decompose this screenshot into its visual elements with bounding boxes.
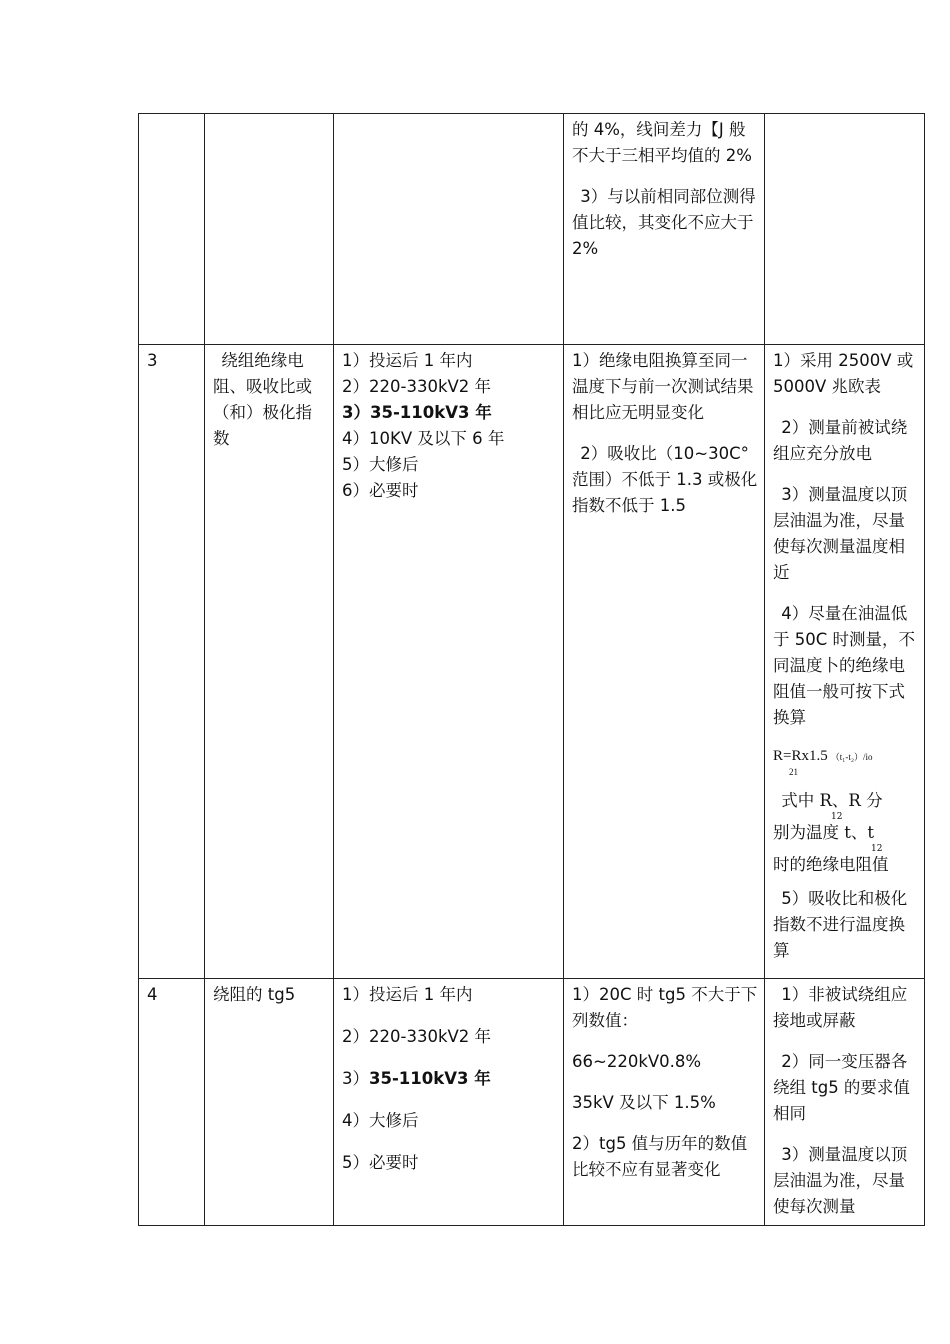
note-text: 3）测量温度以顶层油温为准，尽量使每次测量: [773, 1145, 908, 1216]
list-item: 4）大修后: [342, 1111, 419, 1130]
item-cell: 绕阻的 tg5: [205, 979, 334, 1226]
bold-text: 35-110kV3 年: [369, 1069, 491, 1088]
requirement-text: 35kV 及以下 1.5%: [572, 1093, 716, 1112]
requirement-text: 2）吸收比（10~30C°范围）不低于 1.3 或极化指数不低于 1.5: [572, 444, 758, 515]
item-text: 绕组绝缘电阻、吸收比或（和）极化指数: [213, 351, 312, 448]
requirement-cell: [564, 979, 765, 1226]
notes-cell: [765, 979, 925, 1226]
formula: [773, 746, 918, 778]
list-item: 5）大修后: [342, 455, 419, 474]
formula-subscript: 21: [789, 767, 798, 777]
list-item: 2）220-330kV2 年: [342, 1027, 492, 1046]
notes-cell: [765, 114, 925, 345]
note-text: 3）测量温度以顶层油温为准，尽量使每次测量温度相近: [773, 485, 908, 582]
list-item: 4）10KV 及以下 6 年: [342, 429, 505, 448]
no-cell: [139, 114, 205, 345]
list-item: 5）必要时: [342, 1153, 419, 1172]
note-text: 4）尽量在油温低于 50C 时测量，不同温度卜的绝缘电阻值一般可按下式换算: [773, 604, 916, 727]
list-item: 1）投运后 1 年内: [342, 351, 473, 370]
list-item: 6）必要时: [342, 481, 419, 500]
requirement-text: 1）绝缘电阻换算至同一温度下与前一次测试结果相比应无明显变化: [572, 351, 754, 422]
period-cell: [334, 345, 564, 979]
note-text: 式中 R、R 分: [781, 791, 883, 810]
list-item: 3）35-110kV3 年: [342, 1069, 491, 1088]
requirement-text: 的 4%，线间差力【J 般不大于三相平均值的 2%: [572, 120, 752, 165]
table-row-continued: [139, 114, 925, 345]
item-cell: [205, 114, 334, 345]
table-row-3: [139, 345, 925, 979]
no-cell: 4: [139, 979, 205, 1226]
note-text: 时的绝缘电阻值: [773, 855, 889, 874]
subscript-text: 12: [871, 844, 883, 854]
period-list: [342, 982, 557, 1176]
formula-explanation: [773, 790, 918, 876]
requirement-text: 66~220kV0.8%: [572, 1052, 702, 1071]
period-list: [342, 348, 557, 504]
note-text: 1）非被试绕组应接地或屏蔽: [773, 985, 908, 1030]
note-text: 5）吸收比和极化指数不进行温度换算: [773, 889, 908, 960]
requirement-text: 2）tg5 值与历年的数值比较不应有显著变化: [572, 1134, 748, 1179]
period-cell: [334, 114, 564, 345]
note-text: 2）同一变压器各绕组 tg5 的要求值相同: [773, 1052, 910, 1123]
requirement-cell: [564, 345, 765, 979]
notes-cell: [765, 345, 925, 979]
formula-main: R=Rx1.5: [773, 748, 828, 764]
requirement-text: 3）与以前相同部位测得值比较，其变化不应大于 2%: [572, 187, 756, 258]
requirement-text: 1）20C 时 tg5 不大于下列数值：: [572, 985, 758, 1030]
test-items-table: [138, 113, 925, 1226]
list-item: 2）220-330kV2 年: [342, 377, 492, 396]
period-cell: [334, 979, 564, 1226]
table-row-4: [139, 979, 925, 1226]
list-item: 3）35-110kV3 年: [342, 403, 492, 422]
note-text: 1）采用 2500V 或 5000V 兆欧表: [773, 351, 914, 396]
no-cell: 3: [139, 345, 205, 979]
note-text: 别为温度 t、t: [773, 823, 875, 842]
list-item: 1）投运后 1 年内: [342, 985, 473, 1004]
subscript-text: 12: [831, 812, 843, 822]
item-cell: [205, 345, 334, 979]
requirement-cell: [564, 114, 765, 345]
note-text: 2）测量前被试绕组应充分放电: [773, 418, 908, 463]
formula-exponent: （t₁-t₂）/io: [830, 752, 873, 762]
